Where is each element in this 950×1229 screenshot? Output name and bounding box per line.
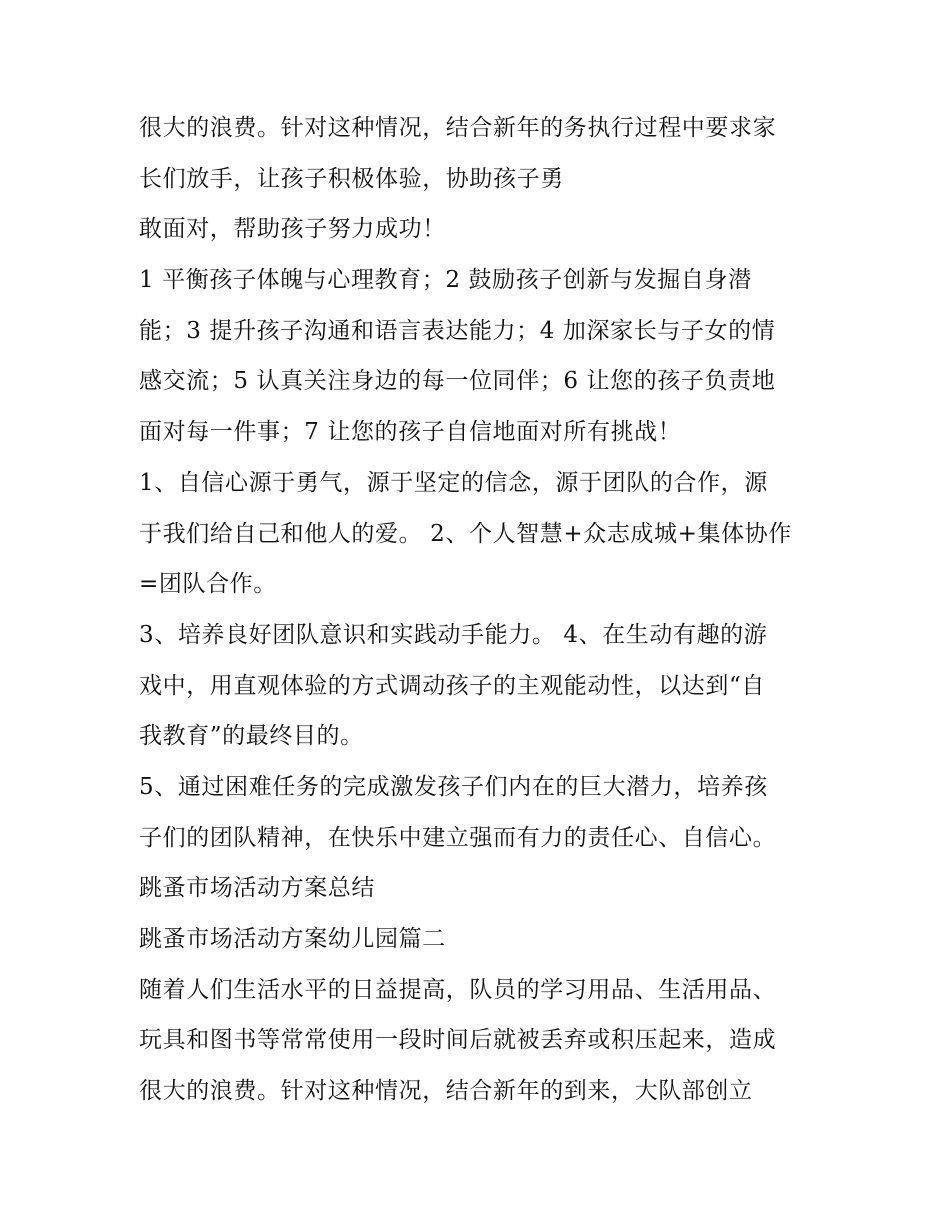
text-line: =团队合作。 bbox=[139, 571, 277, 598]
text-line: 能；3 提升孩子沟通和语言表达能力；4 加深家长与子女的情 bbox=[139, 317, 776, 344]
section-title: 跳蚤市场活动方案幼儿园篇二 bbox=[139, 926, 446, 952]
text-line: 面对每一件事；7 让您的孩子自信地面对所有挑战！ bbox=[139, 419, 682, 446]
text-line: 很大的浪费。针对这种情况，结合新年的务执行过程中要求家 bbox=[139, 115, 777, 141]
text-line: 子们的团队精神，在快乐中建立强而有力的责任心、自信心。 bbox=[139, 824, 777, 851]
section-title: 跳蚤市场活动方案总结 bbox=[139, 875, 375, 902]
text-line: 1 平衡孩子体魄与心理教育；2 鼓励孩子创新与发掘自身潜 bbox=[139, 267, 752, 294]
text-line: 很大的浪费。针对这种情况，结合新年的到来，大队部创立 bbox=[139, 1078, 753, 1105]
text-line: 1、自信心源于勇气，源于坚定的信念，源于团队的合作，源 bbox=[139, 469, 768, 496]
text-line: 长们放手，让孩子积极体验，协助孩子勇 bbox=[139, 165, 564, 192]
text-line: 随着人们生活水平的日益提高，队员的学习用品、生活用品、 bbox=[139, 976, 777, 1003]
text-line: 5、通过困难任务的完成激发孩子们内在的巨大潜力，培养孩 bbox=[139, 773, 768, 800]
text-line: 3、培养良好团队意识和实践动手能力。 4、在生动有趣的游 bbox=[139, 621, 768, 648]
text-line: 玩具和图书等常常使用一段时间后就被丢弃或积压起来，造成 bbox=[139, 1027, 777, 1054]
text-line: 敢面对，帮助孩子努力成功！ bbox=[139, 216, 446, 243]
document-body bbox=[139, 103, 829, 1117]
text-line: 感交流；5 认真关注身边的每一位同伴；6 让您的孩子负责地 bbox=[139, 368, 776, 395]
text-line: 我教育”的最终目的。 bbox=[139, 723, 364, 750]
text-line: 戏中，用直观体验的方式调动孩子的主观能动性，以达到“自 bbox=[139, 672, 765, 699]
text-line: 于我们给自己和他人的爱。 2、个人智慧+众志成城+集体协作 bbox=[139, 520, 792, 547]
